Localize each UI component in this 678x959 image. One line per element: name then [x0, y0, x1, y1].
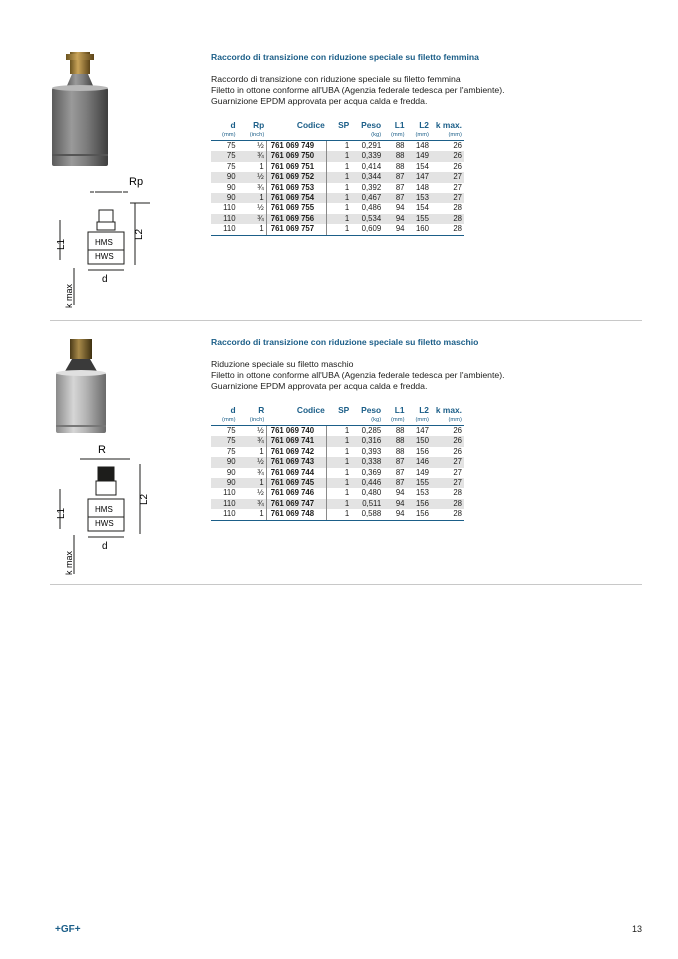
product-photo-male	[50, 337, 140, 435]
table-cell: 0,534	[351, 214, 383, 224]
table-cell: 154	[415, 161, 429, 171]
diagram-thread-label: Rp	[129, 176, 144, 188]
table-cell: 94	[383, 509, 406, 520]
table-cell: 87	[395, 182, 405, 192]
column-header: SP	[338, 405, 350, 415]
table-cell: 147	[415, 426, 429, 435]
table-cell: 26	[431, 436, 464, 446]
table-cell: 75	[226, 161, 236, 171]
table-cell: 0,414	[361, 161, 382, 171]
table-cell: 26	[431, 151, 464, 161]
table-cell: 87	[383, 193, 406, 203]
column-header: L2	[419, 120, 429, 130]
diagram-thread-label: R	[98, 444, 106, 456]
table-cell: 94	[383, 499, 406, 509]
table-cell: ½	[238, 172, 267, 182]
unit-header: (mm)	[383, 131, 406, 141]
table-cell: 26	[453, 446, 462, 456]
table-cell: 155	[407, 214, 431, 224]
table-cell: 1	[327, 478, 351, 488]
table-row	[211, 509, 464, 520]
column-header: L2	[419, 405, 429, 415]
table-cell: ½	[257, 203, 264, 213]
table-cell: 1	[327, 499, 351, 509]
table-cell: 160	[407, 224, 431, 235]
table-cell: 27	[453, 467, 462, 477]
table-cell: 1	[327, 172, 351, 182]
table-cell: 88	[383, 436, 406, 446]
page-number: 13	[632, 924, 643, 934]
spec-table	[211, 405, 464, 521]
section-content	[211, 52, 631, 236]
table-cell: 26	[453, 161, 462, 171]
diagram-hws-label: HWS	[95, 519, 114, 528]
table-cell: 0,480	[361, 488, 382, 498]
unit-header: (mm)	[211, 131, 238, 141]
column-header: Codice	[296, 405, 325, 415]
column-header: k max.	[435, 405, 462, 415]
section-title: Raccordo di transizione con riduzione speciale su filetto femmina	[211, 52, 479, 62]
table-cell: 1	[327, 151, 351, 161]
table-cell: ½	[257, 488, 264, 498]
table-cell: 149	[407, 151, 431, 161]
diagram-hms-label: HMS	[95, 505, 113, 514]
description-line: Filetto in ottone conforme all'UBA (Agenzia federale tedesca per l'ambiente).	[211, 85, 505, 95]
diagram-hms-label: HMS	[95, 238, 113, 247]
table-cell: 94	[383, 214, 406, 224]
table-cell: ¾	[238, 499, 267, 509]
table-cell: 87	[383, 478, 406, 488]
table-cell: 761 069 749	[266, 141, 327, 152]
table-cell: 110	[211, 509, 238, 520]
table-cell: 761 069 748	[266, 509, 327, 520]
table-cell: 1	[327, 193, 351, 203]
table-row	[211, 224, 464, 235]
table-cell: 88	[395, 141, 405, 150]
table-cell: 1	[238, 478, 267, 488]
table-cell: 94	[383, 224, 406, 235]
table-row	[211, 447, 464, 457]
table-cell: 75	[226, 446, 236, 456]
table-cell: 27	[431, 193, 464, 203]
table-cell: 156	[415, 446, 429, 456]
table-cell: 0,316	[351, 436, 383, 446]
unit-header: (mm)	[383, 416, 406, 426]
table-cell: 761 069 753	[266, 183, 327, 193]
table-cell: 1	[327, 141, 351, 152]
unit-header: (mm)	[211, 416, 238, 426]
table-row	[211, 214, 464, 224]
table-cell: 27	[431, 457, 464, 467]
diagram-hws-label: HWS	[95, 252, 114, 261]
column-header: k max.	[435, 120, 462, 130]
table-row	[211, 499, 464, 509]
table-cell: 0,393	[361, 446, 382, 456]
column-header: R	[258, 405, 265, 415]
table-cell: 761 069 744	[266, 468, 327, 478]
table-cell: 90	[211, 478, 238, 488]
description-line: Raccordo di transizione con riduzione speciale su filetto femmina	[211, 74, 461, 84]
table-cell: 75	[226, 426, 236, 435]
description-line: Riduzione speciale su filetto maschio	[211, 359, 354, 369]
product-photo-female	[50, 50, 140, 168]
description-line: Guarnizione EPDM approvata per acqua calda e fredda.	[211, 381, 428, 391]
table-cell: 26	[453, 141, 462, 150]
table-cell: 1	[327, 509, 351, 520]
product-section-male	[50, 323, 642, 585]
dimension-diagram-male	[50, 439, 160, 579]
table-cell: 75	[211, 151, 238, 161]
table-cell: 0,392	[361, 182, 382, 192]
table-cell: 1	[259, 161, 264, 171]
table-cell: ¾	[238, 436, 267, 446]
diagram-kmax-label: k max	[64, 550, 74, 575]
table-row	[211, 436, 464, 446]
section-description	[211, 74, 631, 107]
table-cell: 28	[431, 224, 464, 235]
description-line: Guarnizione EPDM approvata per acqua calda e fredda.	[211, 96, 428, 106]
table-cell: 0,511	[351, 499, 383, 509]
diagram-d-label: d	[102, 274, 108, 285]
table-cell: 28	[453, 203, 462, 213]
column-header: L1	[394, 120, 405, 130]
table-cell: 90	[226, 467, 236, 477]
diagram-l1-label: L1	[56, 507, 67, 519]
table-cell: 90	[226, 182, 236, 192]
table-cell: 75	[211, 436, 238, 446]
table-cell: 154	[415, 203, 429, 213]
table-cell: 110	[211, 224, 238, 235]
table-cell: ¾	[238, 214, 267, 224]
table-cell: 110	[223, 488, 236, 498]
table-cell: 75	[226, 141, 236, 150]
table-cell: 28	[431, 214, 464, 224]
table-cell: 148	[415, 141, 429, 150]
table-cell: 1	[327, 224, 351, 235]
unit-header: (mm)	[407, 416, 431, 426]
gf-logo: +GF+	[55, 924, 81, 935]
table-cell: 0,467	[351, 193, 383, 203]
table-cell: 0,609	[351, 224, 383, 235]
table-cell: 1	[259, 446, 264, 456]
column-header: d	[230, 120, 236, 130]
table-cell: 761 069 757	[266, 224, 327, 235]
section-divider	[50, 584, 642, 585]
table-cell: 150	[407, 436, 431, 446]
unit-header: (inch)	[238, 416, 267, 426]
table-cell: 155	[407, 478, 431, 488]
table-cell: 761 069 751	[266, 162, 327, 172]
column-header: Peso	[361, 405, 382, 415]
table-cell: 761 069 754	[266, 193, 327, 203]
table-cell: 1	[327, 488, 351, 498]
table-cell: 761 069 740	[266, 426, 327, 437]
table-cell: 0,486	[361, 203, 382, 213]
unit-header: (kg)	[351, 131, 383, 141]
section-title: Raccordo di transizione con riduzione speciale su filetto maschio	[211, 337, 479, 347]
table-row	[211, 457, 464, 467]
table-cell: 87	[395, 467, 405, 477]
table-cell: 761 069 745	[266, 478, 327, 488]
table-cell: 153	[407, 193, 431, 203]
table-cell: 761 069 746	[266, 488, 327, 498]
table-cell: 147	[407, 172, 431, 182]
table-row	[211, 488, 464, 498]
table-cell: 0,339	[351, 151, 383, 161]
table-row	[211, 468, 464, 478]
table-cell: 1	[327, 468, 351, 478]
table-row	[211, 162, 464, 172]
diagram-l1-label: L1	[56, 238, 67, 250]
unit-header: (mm)	[407, 131, 431, 141]
table-cell: 88	[395, 426, 405, 435]
table-cell: 153	[415, 488, 429, 498]
table-cell: 0,285	[361, 426, 382, 435]
unit-header	[266, 416, 327, 426]
table-cell: 1	[238, 224, 267, 235]
table-cell: 28	[431, 499, 464, 509]
table-cell: 761 069 741	[266, 436, 327, 446]
table-cell: ½	[238, 457, 267, 467]
table-cell: 1	[327, 203, 351, 213]
table-row	[211, 151, 464, 161]
table-cell: 27	[431, 478, 464, 488]
table-cell: 1	[238, 193, 267, 203]
table-row	[211, 478, 464, 488]
table-cell: 1	[327, 447, 351, 457]
description-line: Filetto in ottone conforme all'UBA (Agenzia federale tedesca per l'ambiente).	[211, 370, 505, 380]
table-cell: 0,446	[351, 478, 383, 488]
table-cell: 94	[395, 488, 405, 498]
diagram-l2-label: L2	[134, 228, 145, 240]
table-cell: 0,369	[361, 467, 382, 477]
table-cell: 88	[383, 151, 406, 161]
table-row	[211, 203, 464, 213]
unit-header: (inch)	[238, 131, 267, 141]
table-cell: 761 069 747	[266, 499, 327, 509]
table-cell: 1	[327, 183, 351, 193]
table-cell: 761 069 750	[266, 151, 327, 161]
table-cell: 146	[407, 457, 431, 467]
column-header: SP	[338, 120, 350, 130]
table-row	[211, 172, 464, 182]
column-header: Codice	[296, 120, 325, 130]
table-cell: 87	[383, 172, 406, 182]
table-cell: 1	[238, 509, 267, 520]
table-cell: ¾	[257, 467, 264, 477]
unit-header: (mm)	[431, 131, 464, 141]
table-cell: ¾	[238, 151, 267, 161]
table-cell: 110	[211, 214, 238, 224]
table-cell: 761 069 742	[266, 447, 327, 457]
table-cell: 148	[415, 182, 429, 192]
table-cell: 110	[223, 203, 236, 213]
table-cell: 761 069 752	[266, 172, 327, 182]
table-row	[211, 426, 464, 437]
table-cell: 27	[431, 172, 464, 182]
table-cell: 1	[327, 162, 351, 172]
table-cell: 87	[383, 457, 406, 467]
table-cell: 28	[431, 509, 464, 520]
table-cell: 761 069 743	[266, 457, 327, 467]
diagram-d-label: d	[102, 541, 108, 552]
diagram-l2-label: L2	[139, 493, 150, 505]
table-cell: 1	[327, 214, 351, 224]
unit-header: (kg)	[351, 416, 383, 426]
table-cell: 26	[453, 426, 462, 435]
unit-header: (mm)	[431, 416, 464, 426]
table-cell: 0,338	[351, 457, 383, 467]
product-section-female	[50, 40, 642, 322]
section-content	[211, 337, 631, 521]
column-header: d	[230, 405, 236, 415]
unit-header	[266, 131, 327, 141]
section-divider	[50, 320, 642, 321]
table-cell: 156	[407, 499, 431, 509]
table-cell: 90	[211, 172, 238, 182]
unit-header	[327, 131, 351, 141]
table-row	[211, 193, 464, 203]
table-cell: 88	[395, 446, 405, 456]
table-cell: 0,344	[351, 172, 383, 182]
unit-header	[327, 416, 351, 426]
dimension-diagram-female	[50, 170, 160, 310]
table-cell: 1	[327, 426, 351, 437]
table-row	[211, 183, 464, 193]
table-cell: 90	[211, 193, 238, 203]
table-cell: ½	[257, 426, 264, 435]
table-cell: 1	[327, 436, 351, 446]
table-cell: 28	[453, 488, 462, 498]
table-cell: 149	[415, 467, 429, 477]
column-header: L1	[394, 405, 405, 415]
section-description	[211, 359, 631, 392]
table-cell: 94	[395, 203, 405, 213]
table-cell: 761 069 756	[266, 214, 327, 224]
table-cell: 761 069 755	[266, 203, 327, 213]
table-cell: 0,291	[361, 141, 382, 150]
table-cell: 1	[327, 457, 351, 467]
table-cell: ½	[257, 141, 264, 150]
table-cell: 156	[407, 509, 431, 520]
spec-table	[211, 120, 464, 236]
table-cell: 110	[211, 499, 238, 509]
table-cell: 0,588	[351, 509, 383, 520]
table-row	[211, 141, 464, 152]
table-cell: 88	[395, 161, 405, 171]
diagram-kmax-label: k max	[64, 283, 74, 308]
table-cell: ¾	[257, 182, 264, 192]
column-header: Rp	[253, 120, 265, 130]
column-header: Peso	[361, 120, 382, 130]
table-cell: 90	[211, 457, 238, 467]
table-cell: 27	[453, 182, 462, 192]
